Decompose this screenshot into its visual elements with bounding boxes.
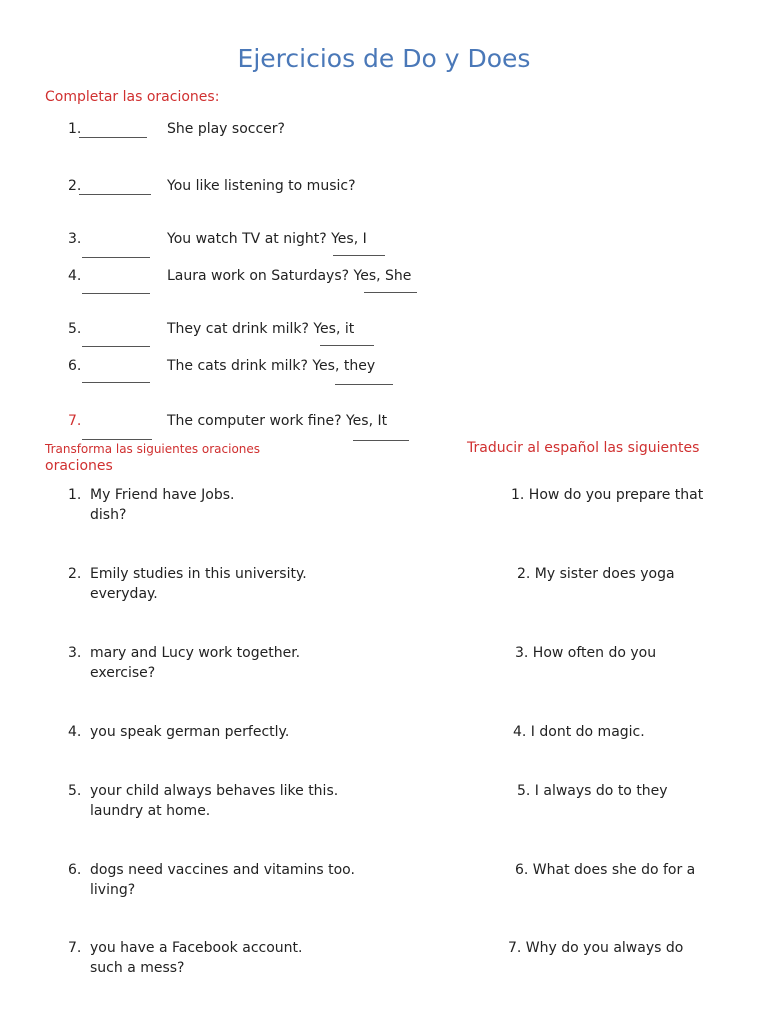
list-number: 5.	[68, 783, 82, 799]
transform-sentence: you speak german perfectly.	[90, 724, 290, 740]
exercise-text: She play soccer?	[167, 121, 285, 137]
answer-blank	[79, 194, 151, 195]
exercise-number: 6.	[68, 358, 82, 374]
exercise-text: Laura work on Saturdays? Yes, She	[167, 268, 412, 284]
answer-blank	[364, 292, 417, 293]
list-number: 1.	[68, 487, 82, 503]
translate-sentence: 6. What does she do for a	[515, 862, 696, 878]
translate-sentence: 3. How often do you	[515, 645, 657, 661]
translate-sentence: 1. How do you prepare that	[511, 487, 704, 503]
page-title: Ejercicios de Do y Does	[237, 44, 531, 73]
transform-sentence: dogs need vaccines and vitamins too.	[90, 862, 355, 878]
section-heading-transform-cont: oraciones	[45, 458, 113, 474]
exercise-number: 1.	[68, 121, 82, 137]
list-number: 3.	[68, 645, 82, 661]
answer-blank	[333, 255, 385, 256]
exercise-text: The cats drink milk? Yes, they	[167, 358, 376, 374]
answer-blank	[82, 439, 152, 440]
wrapped-text: exercise?	[90, 665, 156, 681]
translate-sentence: 7. Why do you always do	[508, 940, 684, 956]
answer-blank	[82, 382, 150, 383]
answer-blank	[82, 257, 150, 258]
translate-sentence: 2. My sister does yoga	[517, 566, 675, 582]
transform-sentence: My Friend have Jobs.	[90, 487, 235, 503]
exercise-number: 3.	[68, 231, 82, 247]
list-number: 7.	[68, 940, 82, 956]
exercise-number: 5.	[68, 321, 82, 337]
wrapped-text: living?	[90, 882, 136, 898]
answer-blank	[335, 384, 393, 385]
transform-sentence: mary and Lucy work together.	[90, 645, 301, 661]
list-number: 6.	[68, 862, 82, 878]
exercise-text: You like listening to music?	[167, 178, 356, 194]
transform-sentence: your child always behaves like this.	[90, 783, 339, 799]
answer-blank	[79, 137, 147, 138]
wrapped-text: such a mess?	[90, 960, 185, 976]
wrapped-text: everyday.	[90, 586, 158, 602]
translate-sentence: 5. I always do to they	[517, 783, 668, 799]
transform-sentence: Emily studies in this university.	[90, 566, 307, 582]
exercise-text: The computer work fine? Yes, It	[167, 413, 388, 429]
wrapped-text: laundry at home.	[90, 803, 211, 819]
section-heading-translate: Traducir al español las siguientes	[467, 440, 700, 456]
exercise-text: They cat drink milk? Yes, it	[167, 321, 355, 337]
answer-blank	[82, 346, 150, 347]
transform-sentence: you have a Facebook account.	[90, 940, 303, 956]
exercise-text: You watch TV at night? Yes, I	[167, 231, 367, 247]
exercise-number: 4.	[68, 268, 82, 284]
exercise-number: 7.	[68, 413, 82, 429]
translate-sentence: 4. I dont do magic.	[513, 724, 645, 740]
answer-blank	[82, 293, 150, 294]
section-heading-transform: Transforma las siguientes oraciones	[45, 442, 261, 456]
section-heading-complete: Completar las oraciones:	[45, 89, 220, 105]
wrapped-text: dish?	[90, 507, 127, 523]
list-number: 4.	[68, 724, 82, 740]
answer-blank	[320, 345, 374, 346]
answer-blank	[353, 440, 409, 441]
list-number: 2.	[68, 566, 82, 582]
exercise-number: 2.	[68, 178, 82, 194]
